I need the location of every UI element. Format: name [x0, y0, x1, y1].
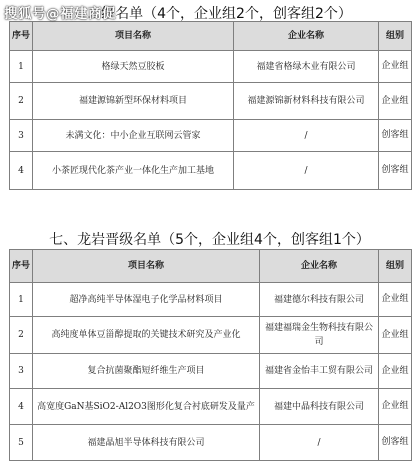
table-header-row [10, 22, 412, 51]
row-group: 创客组 [379, 120, 412, 152]
row-company: 福建省金怡丰工贸有限公司 [260, 354, 379, 389]
header-company: 企业名称 [260, 250, 379, 283]
row-index: 2 [10, 83, 33, 120]
section7-table [9, 249, 412, 461]
row-project: 未满文化：中小企业互联网云管家 [33, 120, 234, 152]
row-project: 小茶匠现代化茶产业一体化生产加工基地 [33, 152, 234, 190]
row-company: 福建中晶科技有限公司 [260, 389, 379, 425]
row-company: / [260, 425, 379, 461]
header-project: 项目名称 [33, 22, 234, 51]
row-group: 企业组 [379, 83, 412, 120]
row-index: 3 [10, 120, 33, 152]
row-company: 福建德尔科技有限公司 [260, 283, 379, 317]
row-index: 4 [10, 389, 33, 425]
row-group: 企业组 [379, 283, 412, 317]
header-group: 组别 [379, 250, 412, 283]
table-row [10, 83, 412, 120]
table-row [10, 354, 412, 389]
header-project: 项目名称 [33, 250, 260, 283]
row-company: / [234, 120, 379, 152]
row-group: 企业组 [379, 51, 412, 83]
header-company: 企业名称 [234, 22, 379, 51]
row-group: 企业组 [379, 354, 412, 389]
header-group: 组别 [379, 22, 412, 51]
row-project: 福建源锦新型环保材料项目 [33, 83, 234, 120]
table-header-row [10, 250, 412, 283]
table-row [10, 283, 412, 317]
row-company: 福建源锦新材料科技有限公司 [234, 83, 379, 120]
row-company: 福建省格绿木业有限公司 [234, 51, 379, 83]
table-row [10, 317, 412, 354]
row-company: 福建福瑞金生物科技有限公司 [260, 317, 379, 354]
row-group: 企业组 [379, 389, 412, 425]
table-row [10, 389, 412, 425]
row-project: 高纯度单体豆甾醇提取的关键技术研究及产业化 [33, 317, 260, 354]
header-index: 序号 [10, 22, 33, 51]
row-project: 复合抗菌聚酯短纤维生产项目 [33, 354, 260, 389]
section7-heading: 七、龙岩晋级名单（5个，企业组4个，创客组1个） [49, 232, 370, 248]
table-row [10, 425, 412, 461]
row-project: 格绿天然豆胶板 [33, 51, 234, 83]
row-group: 创客组 [379, 425, 412, 461]
row-index: 4 [10, 152, 33, 190]
watermark-text: 搜狐号@福建商促 [4, 6, 116, 22]
header-index: 序号 [10, 250, 33, 283]
table-row [10, 152, 412, 190]
table-row [10, 120, 412, 152]
row-index: 3 [10, 354, 33, 389]
row-index: 1 [10, 51, 33, 83]
table-row [10, 51, 412, 83]
row-project: 高宽度GaN基SiO2-Al2O3图形化复合衬底研发及量产 [33, 389, 260, 425]
row-company: / [234, 152, 379, 190]
row-project: 福建晶旭半导体科技有限公司 [33, 425, 260, 461]
row-index: 1 [10, 283, 33, 317]
section6-heading: …级名单（4个，企业组2个，创客组2个） [87, 6, 352, 22]
row-index: 5 [10, 425, 33, 461]
row-group: 企业组 [379, 317, 412, 354]
row-group: 创客组 [379, 152, 412, 190]
row-index: 2 [10, 317, 33, 354]
section6-table [9, 21, 412, 190]
row-project: 超净高纯半导体湿电子化学品材料项目 [33, 283, 260, 317]
